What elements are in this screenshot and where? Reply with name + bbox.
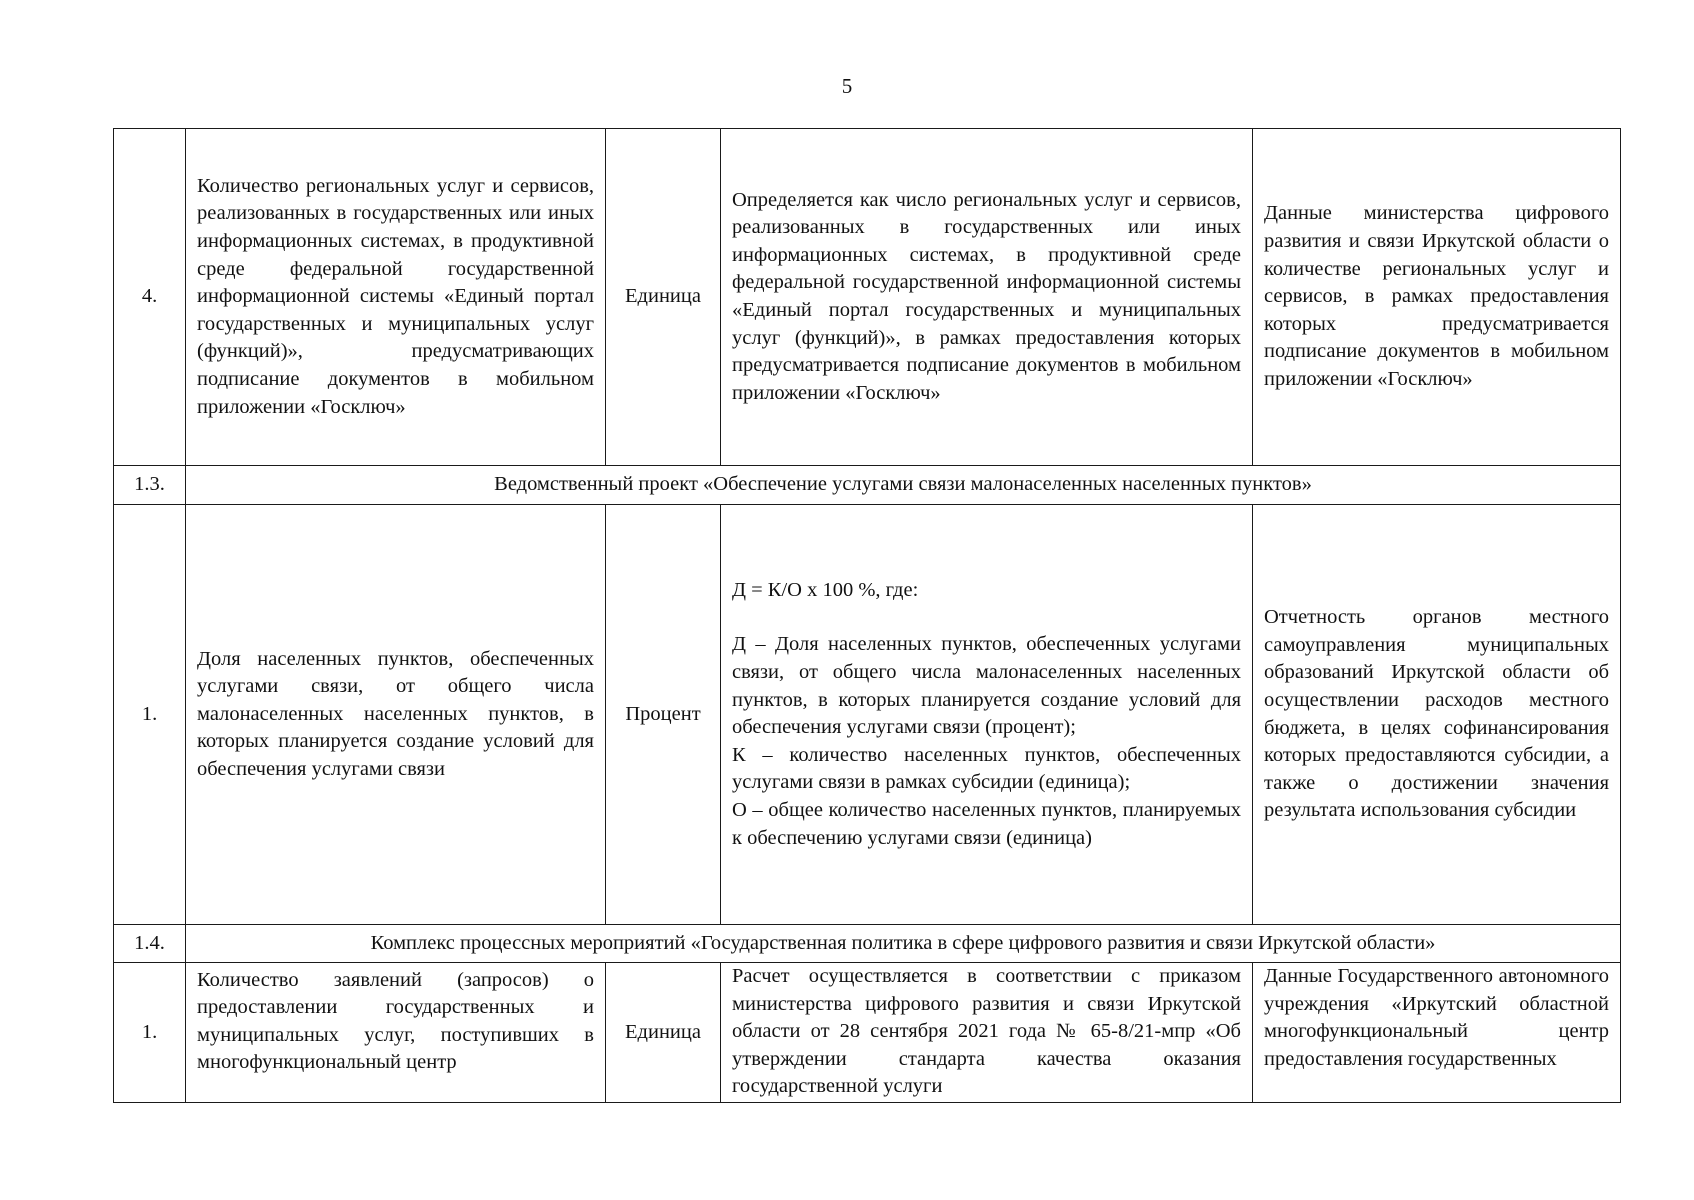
unit-of-measure: Единица xyxy=(606,963,721,1103)
section-title: Комплекс процессных мероприятий «Государственная политика в сфере цифрового развития и связи Иркутской области» xyxy=(186,925,1621,963)
data-source: Отчетность органов местного самоуправления муниципальных образований Иркутской области об осуществлении расходов местного бюджета, в целях софинансирования которых предоставляются субсидии, а также о достижении значения результата использования субсидии xyxy=(1253,505,1621,925)
row-number: 4. xyxy=(114,129,186,466)
calculation-method xyxy=(721,963,1253,1103)
indicator-name: Доля населенных пунктов, обеспеченных услугами связи, от общего числа малонаселенных населенных пунктов, в которых планируется создание условий для обеспечения услугами связи xyxy=(186,505,606,925)
formula-variable-d: Д – Доля населенных пунктов, обеспеченных услугами связи, от общего числа малонаселенных населенных пунктов, в которых планируется создание условий для обеспечения услугами связи (процент); xyxy=(732,633,1241,739)
section-number: 1.4. xyxy=(114,925,186,963)
source-text: Данные Государственного автономного учреждения «Иркутский областной многофункциональный центр предоставления государственных xyxy=(1264,965,1609,1070)
table-row xyxy=(114,963,1621,1103)
row-number: 1. xyxy=(114,505,186,925)
section-number: 1.3. xyxy=(114,466,186,505)
calculation-method xyxy=(721,505,1253,925)
unit-of-measure: Процент xyxy=(606,505,721,925)
data-source: Данные министерства цифрового развития и связи Иркутской области о количестве региональных услуг и сервисов, в рамках предоставления которых предусматривается подписание документов в мобильном приложении «Госключ» xyxy=(1253,129,1621,466)
page-number: 5 xyxy=(841,74,853,98)
indicator-text: Количество заявлений (запросов) о предоставлении государственных и муниципальных услуг, поступивших в многофункциональный центр xyxy=(197,968,594,1074)
indicator-name xyxy=(186,963,606,1103)
section-row xyxy=(114,925,1621,963)
method-text: Расчет осуществляется в соответствии с приказом министерства цифрового развития и связи Иркутской области от 28 сентября 2021 года № 65-8/21-мпр «Об утверждении стандарта качества оказания государственной услуги xyxy=(732,965,1241,1098)
formula: Д = К/О х 100 %, где: xyxy=(732,578,919,601)
formula-variable-o: О – общее количество населенных пунктов, планируемых к обеспечению услугами связи (единица) xyxy=(732,798,1241,849)
section-title: Ведомственный проект «Обеспечение услугами связи малонаселенных населенных пунктов» xyxy=(186,466,1621,505)
formula-variable-k: К – количество населенных пунктов, обеспеченных услугами связи в рамках субсидии (единица); xyxy=(732,743,1241,794)
table-row xyxy=(114,129,1621,466)
row-number: 1. xyxy=(114,963,186,1103)
unit-of-measure: Единица xyxy=(606,129,721,466)
section-row xyxy=(114,466,1621,505)
calculation-method: Определяется как число региональных услуг и сервисов, реализованных в государственных или иных информационных системах, в продуктивной среде федеральной государственной информационной системы «Единый портал государственных и муниципальных услуг (функций)», в рамках предоставления которых предусматривается подписание документов в мобильном приложении «Госключ» xyxy=(721,129,1253,466)
indicator-name: Количество региональных услуг и сервисов, реализованных в государственных или иных информационных системах, в продуктивной среде федеральной государственной информационной системы «Единый портал государственных и муниципальных услуг (функций)», предусматривающих подписание документов в мобильном приложении «Госключ» xyxy=(186,129,606,466)
table-row xyxy=(114,505,1621,925)
indicators-table xyxy=(113,128,1621,1103)
data-source xyxy=(1253,963,1621,1103)
